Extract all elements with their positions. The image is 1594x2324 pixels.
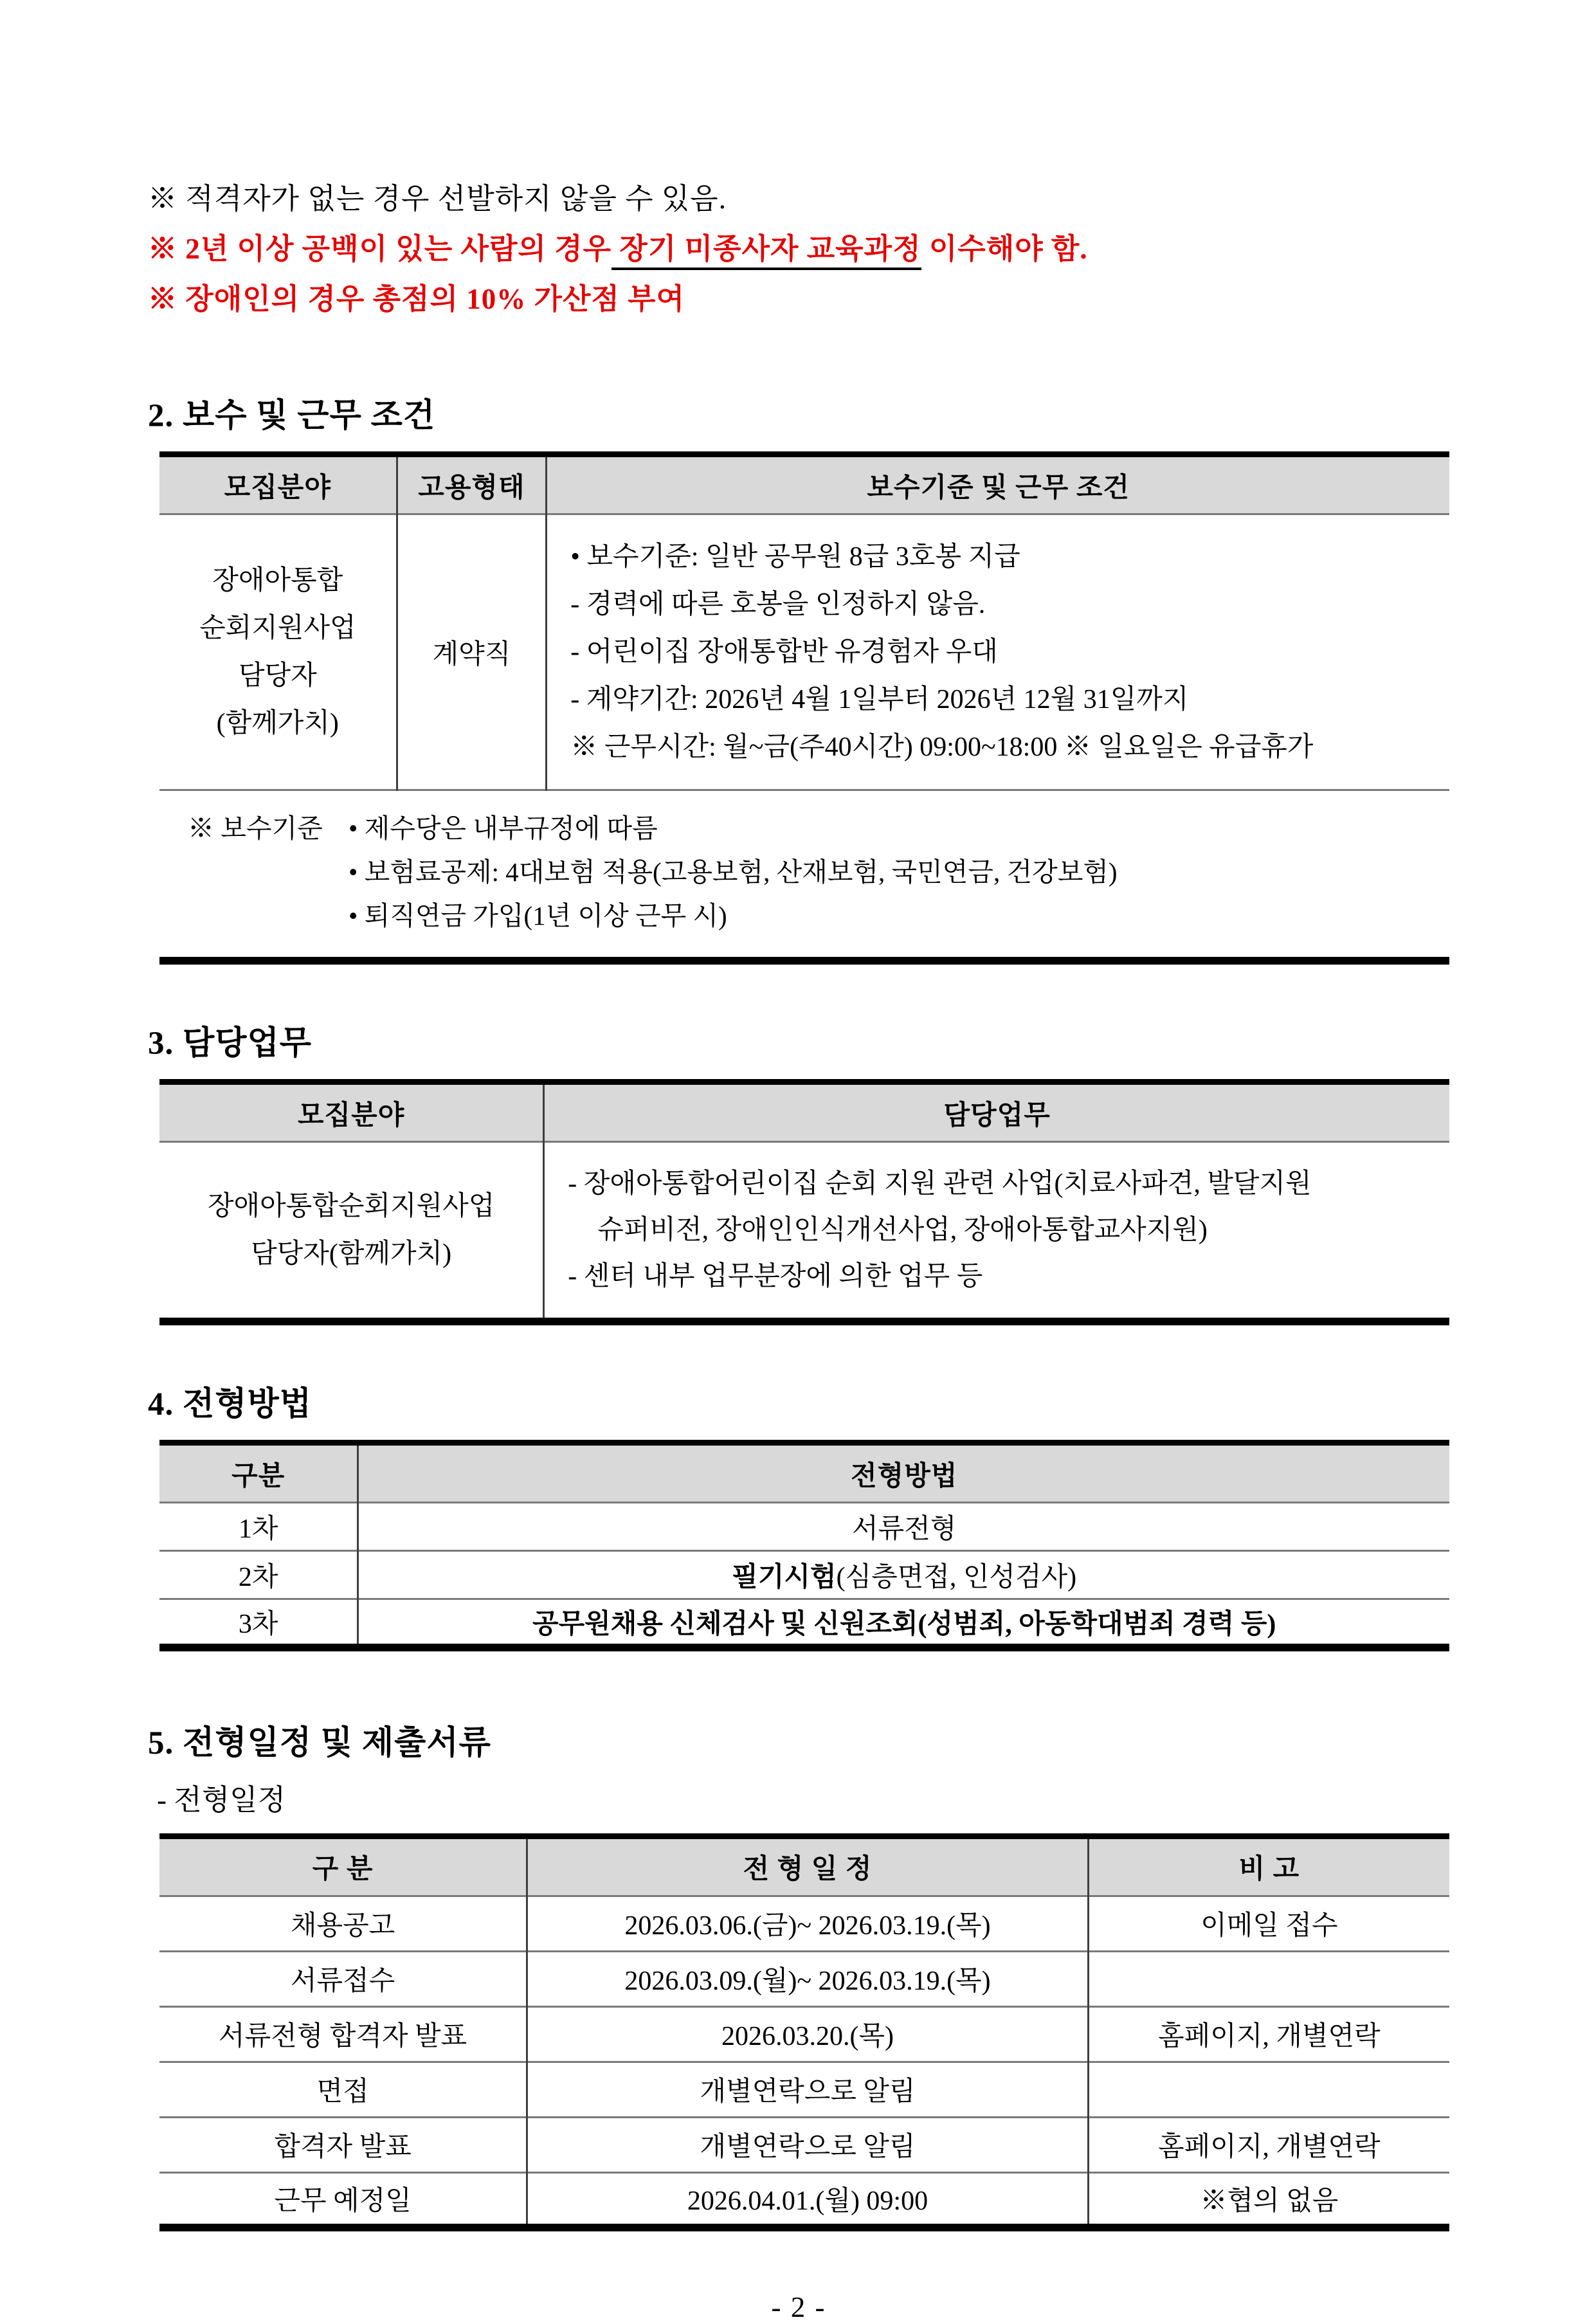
pay-condition-line: ※ 근무시간: 월~금(주40시간) 09:00~18:00 ※ 일요일은 유급휴가	[570, 732, 1314, 762]
pay-header-employment: 고용형태	[397, 455, 547, 514]
schedule-row-start-date	[159, 2172, 1449, 2228]
section-pay-heading: 2. 보수 및 근무 조건	[148, 398, 436, 434]
schedule-date: 2026.03.06.(금)~ 2026.03.19.(목)	[527, 1896, 1089, 1951]
method-row-2	[159, 1551, 1449, 1599]
field-line: 순회지원사업	[199, 613, 356, 643]
top-notes	[148, 174, 1449, 324]
duty-line: 슈퍼비전, 장애인인식개선사업, 장애아통합교사지원)	[597, 1215, 1208, 1245]
section-duty-heading: 3. 담당업무	[148, 1026, 312, 1062]
duty-line: - 장애아통합어린이집 순회 지원 관련 사업(치료사파견, 발달지원	[568, 1169, 1312, 1199]
schedule-note	[1088, 1951, 1449, 2006]
pay-note-label: ※ 보수기준	[188, 813, 323, 843]
section-method-heading: 4. 전형방법	[148, 1386, 312, 1422]
schedule-date: 개별연락으로 알림	[527, 2117, 1089, 2172]
duty-table-header-row	[159, 1082, 1449, 1142]
method-value: 공무원채용 신체검사 및 신원조회(성범죄, 아동학대범죄 경력 등)	[358, 1599, 1449, 1648]
schedule-note: 홈페이지, 개별연락	[1088, 2006, 1449, 2062]
note-line-1: ※ 적격자가 없는 경우 선발하지 않을 수 있음.	[148, 183, 727, 215]
schedule-table	[159, 1833, 1449, 2232]
schedule-note	[1088, 2062, 1449, 2117]
method-value-bold: 필기시험	[732, 1563, 837, 1592]
duty-cell-duties	[544, 1142, 1449, 1322]
note-line-2	[148, 224, 1449, 274]
method-value: 서류전형	[358, 1503, 1449, 1551]
schedule-date: 2026.03.09.(월)~ 2026.03.19.(목)	[527, 1951, 1089, 2006]
schedule-header-schedule: 전 형 일 정	[527, 1836, 1089, 1896]
schedule-note: ※협의 없음	[1088, 2172, 1449, 2228]
pay-note-item: • 보험료공제: 4대보험 적용(고용보험, 산재보험, 국민연금, 건강보험)	[349, 857, 1118, 887]
schedule-date: 2026.03.20.(목)	[527, 2006, 1089, 2062]
duty-table	[159, 1079, 1449, 1325]
method-table-header-row	[159, 1443, 1449, 1503]
method-row-3	[159, 1599, 1449, 1648]
pay-note-cell	[159, 790, 1449, 961]
schedule-row-document-result	[159, 2006, 1449, 2062]
method-value-normal: (심층면접, 인성검사)	[836, 1563, 1077, 1592]
pay-header-conditions: 보수기준 및 근무 조건	[547, 455, 1449, 514]
schedule-note: 홈페이지, 개별연락	[1088, 2117, 1449, 2172]
pay-header-field: 모집분야	[159, 455, 397, 514]
pay-condition-line: - 경력에 따른 호봉을 인정하지 않음.	[570, 590, 986, 619]
schedule-row-interview	[159, 2062, 1449, 2117]
pay-cell-field	[159, 514, 397, 790]
note-line-2-suffix: 이수해야 함.	[921, 233, 1088, 265]
schedule-label: 서류전형 합격자 발표	[159, 2006, 527, 2062]
schedule-row-application	[159, 1951, 1449, 2006]
duty-table-row	[159, 1142, 1449, 1322]
pay-cell-conditions	[547, 514, 1449, 790]
field-line: (함께가치)	[216, 709, 339, 738]
page-number: - 2 -	[771, 2291, 826, 2323]
pay-cell-employment: 계약직	[397, 514, 547, 790]
pay-table	[159, 451, 1449, 965]
pay-table-row	[159, 514, 1449, 790]
field-line: 담당자	[238, 661, 317, 691]
method-header-round: 구분	[159, 1443, 358, 1503]
schedule-row-final-result	[159, 2117, 1449, 2172]
method-round: 3차	[159, 1599, 358, 1648]
pay-condition-line: • 보수기준: 일반 공무원 8급 3호봉 지급	[570, 542, 1020, 572]
schedule-label: 서류접수	[159, 1951, 527, 2006]
pay-note-item: • 제수당은 내부규정에 따름	[349, 813, 658, 843]
schedule-header-category: 구 분	[159, 1836, 527, 1896]
schedule-date: 2026.04.01.(월) 09:00	[527, 2172, 1089, 2228]
duty-line: - 센터 내부 업무분장에 의한 업무 등	[568, 1262, 983, 1291]
note-line-2-prefix: ※ 2년 이상 공백이 있는 사람의 경우	[148, 233, 612, 265]
schedule-label: 채용공고	[159, 1896, 527, 1951]
schedule-label: 합격자 발표	[159, 2117, 527, 2172]
duty-header-duty: 담당업무	[544, 1082, 1449, 1142]
note-line-2-underlined: 장기 미종사자 교육과정	[611, 233, 921, 270]
method-row-1	[159, 1503, 1449, 1551]
pay-table-header-row	[159, 455, 1449, 514]
method-round: 2차	[159, 1551, 358, 1599]
section-schedule-heading: 5. 전형일정 및 제출서류	[148, 1725, 491, 1761]
schedule-row-announcement	[159, 1896, 1449, 1951]
duty-header-field: 모집분야	[159, 1082, 544, 1142]
method-round: 1차	[159, 1503, 358, 1551]
duty-cell-field	[159, 1142, 544, 1322]
schedule-note: 이메일 접수	[1088, 1896, 1449, 1951]
note-line-3: ※ 장애인의 경우 총점의 10% 가산점 부여	[148, 283, 685, 315]
pay-note-item: • 퇴직연금 가입(1년 이상 근무 시)	[349, 901, 727, 931]
pay-condition-line: - 어린이집 장애통합반 유경험자 우대	[570, 637, 998, 667]
field-line: 장애아통합	[212, 566, 343, 595]
pay-condition-line: - 계약기간: 2026년 4월 1일부터 2026년 12월 31일까지	[570, 685, 1189, 714]
schedule-label: 면접	[159, 2062, 527, 2117]
schedule-header-note: 비 고	[1088, 1836, 1449, 1896]
schedule-subheading: - 전형일정	[157, 1783, 286, 1816]
schedule-table-header-row	[159, 1836, 1449, 1896]
method-value	[358, 1551, 1449, 1599]
pay-note-list	[349, 806, 1436, 938]
pay-table-note-row	[159, 790, 1449, 961]
method-header-method: 전형방법	[358, 1443, 1449, 1503]
schedule-date: 개별연락으로 알림	[527, 2062, 1089, 2117]
field-line: 장애아통합순회지원사업	[207, 1192, 495, 1221]
field-line: 담당자(함께가치)	[251, 1239, 452, 1269]
schedule-label: 근무 예정일	[159, 2172, 527, 2228]
method-table	[159, 1440, 1449, 1651]
